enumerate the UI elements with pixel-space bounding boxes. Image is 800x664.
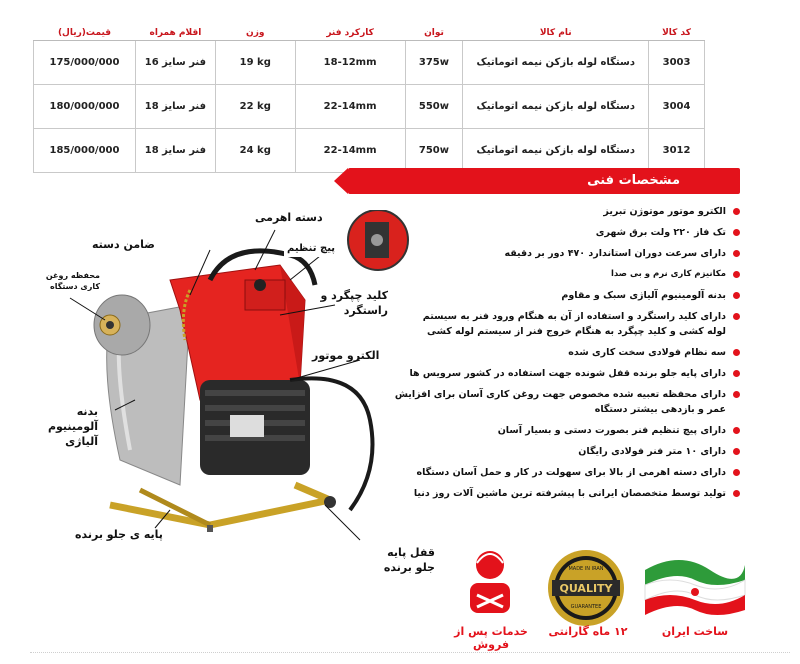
iran-flag-icon <box>640 550 750 620</box>
price-table <box>33 26 705 173</box>
cell-code: 3004 <box>649 84 705 128</box>
electromotor <box>200 380 310 475</box>
cell-weight: 22 kg <box>215 84 295 128</box>
spec-item: تولید توسط متخصصان ایرانی با پیشرفته ترین ماشین آلات روز دنیا <box>368 486 740 501</box>
cell-code: 3012 <box>649 128 705 172</box>
table-header-row <box>34 26 705 40</box>
table-row <box>34 128 705 172</box>
adjust-screw-inset <box>348 210 408 270</box>
header-power: توان <box>405 26 463 40</box>
aluminum-body <box>94 295 190 485</box>
cell-power: 750w <box>405 128 463 172</box>
cell-accessories: فنر سایز 16 <box>135 40 215 84</box>
spec-item: الکترو موتور موتوژن تبریز <box>368 204 740 219</box>
cell-weight: 19 kg <box>215 40 295 84</box>
spec-item: تک فاز ۲۲۰ ولت برق شهری <box>368 225 740 240</box>
made-in-iran-label: ساخت ایران <box>661 625 729 638</box>
callout-adjust-screw: پیچ تنظیم <box>284 240 338 257</box>
spec-item: دارای سرعت دوران استاندارد ۴۷۰ دور بر دقیقه <box>368 246 740 261</box>
bullet-dot-icon <box>733 229 740 236</box>
cell-capacity: 18-12mm <box>295 40 405 84</box>
spec-item: بدنه آلومینیوم آلیاژی سبک و مقاوم <box>368 288 740 303</box>
cell-power: 550w <box>405 84 463 128</box>
warranty-label: ۱۲ ماه گارانتی <box>548 625 628 638</box>
header-name: نام کالا <box>463 26 649 40</box>
header-capacity: کارکرد فنر <box>295 26 405 40</box>
cell-power: 375w <box>405 40 463 84</box>
callout-aluminum-body: بدنه آلومینیوم آلیاژی <box>47 405 98 448</box>
spec-item: دارای ۱۰ متر فنر فولادی رایگان <box>368 444 740 459</box>
cell-accessories: فنر سایز 18 <box>135 84 215 128</box>
quality-seal-bottom: GUARANTEE <box>570 604 602 610</box>
drain-machine-illustration <box>60 210 420 550</box>
spec-item: سه نظام فولادی سخت کاری شده <box>368 345 740 360</box>
cell-price: 185/000/000 <box>34 128 136 172</box>
bullet-dot-icon <box>733 490 740 497</box>
quality-seal-top: MADE IN IRAN <box>568 566 604 572</box>
specs-list <box>368 204 740 507</box>
cell-accessories: فنر سایز 18 <box>135 128 215 172</box>
footer-divider <box>30 652 790 660</box>
spec-item: دارای دسته اهرمی از بالا برای سهولت در کار و حمل آسان دستگاه <box>368 465 740 480</box>
table-row <box>34 40 705 84</box>
header-code: کد کالا <box>649 26 705 40</box>
cell-price: 175/000/000 <box>34 40 136 84</box>
bullet-dot-icon <box>733 427 740 434</box>
quality-seal-word: QUALITY <box>559 582 613 595</box>
after-sales-service-icon <box>455 545 525 620</box>
bullet-dot-icon <box>733 349 740 356</box>
callout-front-leg-lock: قفل پایه جلو برنده <box>383 546 435 574</box>
callout-oil-chamber: محفظه روغن کاری دستگاه <box>45 271 100 291</box>
cell-capacity: 22-14mm <box>295 128 405 172</box>
cell-price: 180/000/000 <box>34 84 136 128</box>
spec-item: دارای پیچ تنظیم فنر بصورت دستی و بسیار آسان <box>368 423 740 438</box>
cell-capacity: 22-14mm <box>295 84 405 128</box>
cell-name: دستگاه لوله بازکن نیمه اتوماتیک <box>463 84 649 128</box>
table-row <box>34 84 705 128</box>
red-housing <box>170 265 305 400</box>
bullet-dot-icon <box>733 250 740 257</box>
bullet-dot-icon <box>733 313 740 320</box>
quality-seal-icon <box>546 548 626 628</box>
callout-lever-handle: دسته اهرمی <box>255 211 323 224</box>
bullet-dot-icon <box>733 208 740 215</box>
spec-item: دارای محفظه تعبیه شده مخصوص جهت روغن کاری آسان برای افزایش عمر و بازدهی بیشتر دستگاه <box>368 387 740 417</box>
cell-name: دستگاه لوله بازکن نیمه اتوماتیک <box>463 40 649 84</box>
specs-title: مشخصات فنی <box>348 168 740 194</box>
spec-item: دارای پایه جلو برنده قفل شونده جهت استفاده در کشور سرویس ها <box>368 366 740 381</box>
callout-electromotor: الکترو موتور <box>312 349 380 362</box>
bullet-dot-icon <box>733 448 740 455</box>
bullet-dot-icon <box>733 271 740 278</box>
header-weight: وزن <box>215 26 295 40</box>
cell-name: دستگاه لوله بازکن نیمه اتوماتیک <box>463 128 649 172</box>
cell-code: 3003 <box>649 40 705 84</box>
bullet-dot-icon <box>733 391 740 398</box>
bullet-dot-icon <box>733 469 740 476</box>
spec-item: مکانیزم کاری نرم و بی صدا <box>368 267 740 282</box>
bullet-dot-icon <box>733 292 740 299</box>
header-price: قیمت(ریال) <box>34 26 136 40</box>
callout-front-leg: پایه ی جلو برنده <box>75 528 163 541</box>
cell-weight: 24 kg <box>215 128 295 172</box>
bullet-dot-icon <box>733 370 740 377</box>
spec-item: دارای کلید راستگرد و استفاده از آن به هنگام ورود فنر به سیستم لوله کشی و کلید چپگرد به هنگام خروج فنر از سیستم لوله کشی <box>368 309 740 339</box>
header-accessories: اقلام همراه <box>135 26 215 40</box>
front-leg-frame <box>110 485 336 532</box>
callout-handle-guard: ضامن دسته <box>92 238 155 251</box>
after-sales-label: خدمات پس از فروش <box>454 625 528 651</box>
callout-rotation-key: کلید چپگرد و راستگرد <box>320 289 388 317</box>
